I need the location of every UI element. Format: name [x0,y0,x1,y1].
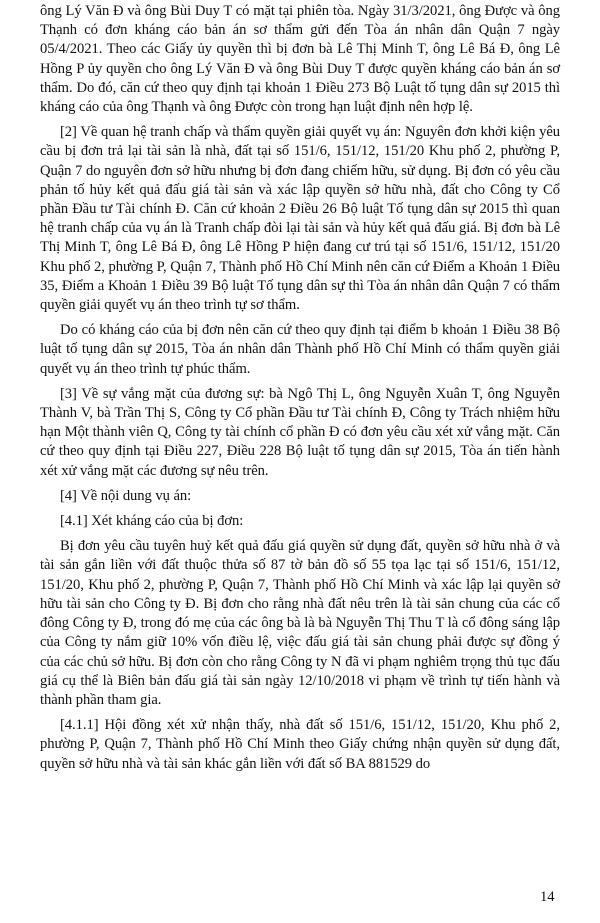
paragraph-continuation: ông Lý Văn Đ và ông Bùi Duy T có mặt tại phiên tòa. Ngày 31/3/2021, ông Được và ông Thạnh có đơn kháng cáo bản án sơ thẩm gửi đến Tòa án nhân dân Quận 7 ngày 05/4/2021. Theo các Giấy ủy quyền thì bị đơn bà Lê Thị Minh T, ông Lê Bá Đ, ông Lê Hồng P ủy quyền cho ông Lý Văn Đ và ông Bùi Duy T được quyền kháng cáo bản án sơ thẩm. Do đó, căn cứ theo quy định tại khoản 1 Điều 273 Bộ Luật tố tụng dân sự 2015 thì kháng cáo của ông Thạnh và ông Được còn trong hạn luật định nên hợp lệ. [40,3,560,116]
paragraph-panel-finding: [4.1.1] Hội đồng xét xử nhận thấy, nhà đất số 151/6, 151/12, 151/20, Khu phố 2, phường P, Quận 7, Thành phố Hồ Chí Minh theo Giấy chứng nhận quyền sử dụng đất, quyền sở hữu nhà và tài sản khác gắn liền với đất số BA 881529 do [40,717,560,772]
paragraph-absence: [3] Về sự vắng mặt của đương sự: bà Ngô Thị L, ông Nguyễn Xuân T, ông Nguyễn Thành V, bà Trần Thị S, Công ty Cổ phần Đầu tư Tài chính Đ, Công ty Trách nhiệm hữu hạn Một thành viên Q, Công ty tài chính cổ phần Đ có đơn yêu cầu xét xử vắng mặt. Căn cứ theo quy định tại Điều 227, Điều 228 Bộ luật tố tụng dân sự 2015, Tòa án tiến hành xét xử vắng mặt các đương sự nêu trên. [40,385,560,479]
paragraph-defendant-request: Bị đơn yêu cầu tuyên huỷ kết quả đấu giá quyền sử dụng đất, quyền sở hữu nhà ở và tài sản gắn liền với đất thuộc thửa số 87 tờ bản đồ số 55 tọa lạc tại số 151/6, 151/12, 151/20, Khu phố 2, phường P, Quận 7, Thành phố Hồ Chí Minh và xác lập lại quyền sở hữu tài sản cho Công ty Đ. Bị đơn cho rằng nhà đất nêu trên là tài sản chung của các cổ đông Công ty Đ, trong đó mẹ của các ông bà là bà Nguyễn Thị Thu T là cổ đông sáng lập của Công ty nắm giữ 10% vốn điều lệ, việc đấu giá tài sản chung phải được sự đồng ý của các chủ sở hữu. Bị đơn còn cho rằng Công ty N đã vi phạm nghiêm trọng thủ tục đấu giá cụ thể là Biên bản đấu giá tài sản ngày 12/10/2018 vi phạm về trình tự tiến hành và thành phần tham gia. [40,538,560,708]
document-page [40,2,560,780]
heading-case-content: [4] Về nội dung vụ án: [60,487,192,504]
paragraph-dispute-jurisdiction: [2] Về quan hệ tranh chấp và thẩm quyền giải quyết vụ án: Nguyên đơn khởi kiện yêu cầu bị đơn trả lại tài sản là nhà, đất tại số 151/6, 151/12, 151/20 Khu phố 2, phường P, Quận 7 do nguyên đơn sở hữu nhưng bị đơn đang chiếm hữu, sử dụng. Bị đơn có yêu cầu phản tố hủy kết quả đấu giá tài sản và xác lập quyền sở hữu nhà, đất cho Công ty Cổ phần Đầu tư Tài chính Đ. Căn cứ khoản 2 Điều 26 Bộ luật Tố tụng dân sự 2015 thì quan hệ tranh chấp của vụ án là Tranh chấp đòi lại tài sản và hủy kết quả đấu giá. Bị đơn bà Lê Thị Minh T, ông Lê Bá Đ, ông Lê Hồng P hiện đang cư trú tại số 151/6, 151/12, 151/20 Khu phố 2, phường P, Quận 7, Thành phố Hồ Chí Minh nên căn cứ Điểm a Khoản 1 Điều 35, Điểm a Khoản 1 Điều 39 Bộ luật Tố tụng dân sự thì Tòa án nhân dân Quận 7 có thẩm quyền giải quyết vụ án theo trình tự sơ thẩm. [40,124,560,314]
page-number: 14 [540,889,555,905]
paragraph-appeal-jurisdiction: Do có kháng cáo của bị đơn nên căn cứ theo quy định tại điểm b khoản 1 Điều 38 Bộ luật tố tụng dân sự 2015, Tòa án nhân dân Thành phố Hồ Chí Minh có thẩm quyền giải quyết vụ án theo trình tự phúc thẩm. [40,322,560,377]
heading-appeal-review: [4.1] Xét kháng cáo của bị đơn: [60,513,244,530]
